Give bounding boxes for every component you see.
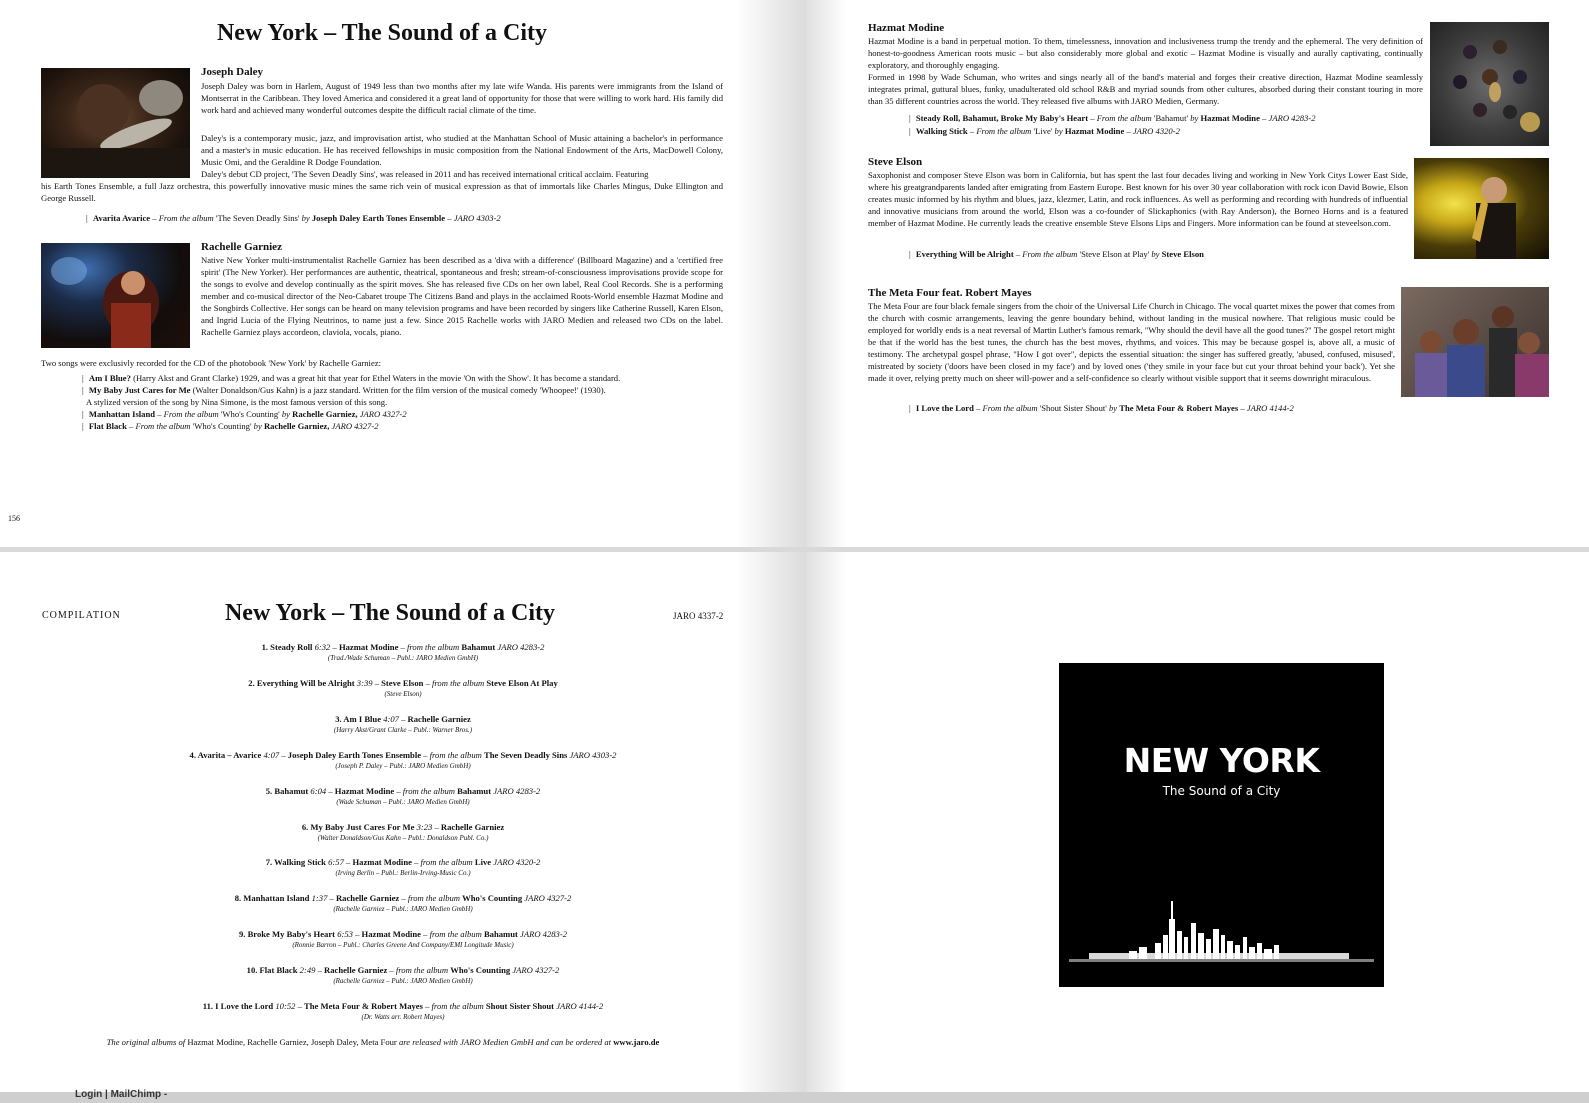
steve-elson-photo: [1414, 158, 1549, 259]
cover-subtitle: The Sound of a City: [1162, 784, 1281, 798]
track-steady-roll: | Steady Roll, Bahamut, Broke My Baby's Heart – From the album 'Bahamut' by Hazmat Modine – JARO 4283-2: [909, 112, 1316, 124]
track-artist: Steve Elson: [381, 678, 424, 688]
track-catalog: JARO 4320-2: [493, 857, 541, 867]
track-from: from the album: [431, 1001, 484, 1011]
track-title: 8. Manhattan Island: [234, 893, 310, 903]
track-album: The Seven Deadly Sins: [483, 750, 568, 760]
track-flat-black: | Flat Black – From the album 'Who's Counting' by Rachelle Garniez, JARO 4327-2: [82, 420, 379, 432]
track-title: 10. Flat Black: [246, 965, 298, 975]
track-duration: 6:04: [310, 786, 327, 796]
cover-page: [806, 552, 1589, 1103]
track-duration: 4:07: [383, 714, 399, 724]
compilation-catalog-code: JARO 4337-2: [673, 611, 724, 621]
track-catalog: JARO 4283-2: [520, 929, 568, 939]
artist-heading-hazmat-modine: Hazmat Modine: [868, 22, 945, 34]
compilation-footer: The original albums of Hazmat Modine, Rachelle Garniez, Joseph Daley, Meta Four are released with JARO Medien GmbH and can be ordered at www.jaro.de: [106, 1037, 660, 1047]
track-title: 2. Everything Will be Alright: [248, 678, 355, 688]
track-album: Steve Elson At Play: [486, 678, 558, 688]
track-credit: (Rachelle Garniez – Publ.: JARO Medien GmbH): [333, 905, 473, 913]
track-title: 9. Broke My Baby's Heart: [238, 929, 336, 939]
compilation-track: 5. Bahamut 6:04 – Hazmat Modine – from the album Bahamut JARO 4283-2 (Wade Schuman – Publ.: JARO Medien GmbH): [0, 785, 806, 808]
track-album: Bahamut: [457, 786, 492, 796]
track-album: Who's Counting: [450, 965, 511, 975]
meta-four-photo: [1401, 287, 1549, 397]
track-duration: 4:07: [263, 750, 280, 760]
track-album: Bahamut: [461, 642, 496, 652]
hazmat-modine-bio-2: Formed in 1998 by Wade Schuman, who writes and sings nearly all of the band's material and forges their creative direction, Hazmat Modine seamlessly integrates primal, guttural blues, funky, unadulterated old school R&B and myriad sounds from other cultures, absorbed during their constant touring in more than 35 different countries across the world. They released five albums with JARO Medien, Germany.: [868, 72, 1423, 106]
rachelle-exclusive-intro: Two songs were exclusivly recorded for the CD of the photobook 'New York' by Rachelle Garniez:: [41, 358, 381, 368]
track-catalog: JARO 4283-2: [497, 642, 545, 652]
track-catalog: JARO 4327-2: [524, 893, 572, 903]
track-avarita: | Avarita Avarice – From the album 'The Seven Deadly Sins' by Joseph Daley Earth Tones Ensemble – JARO 4303-2: [86, 212, 501, 224]
artist-heading-rachelle-garniez: Rachelle Garniez: [201, 241, 282, 253]
joseph-daley-bio-3a: Daley's debut CD project, 'The Seven Deadly Sins', was released in 2011 and has received international critical acclaim. Featuring: [201, 169, 649, 179]
compilation-track: 9. Broke My Baby's Heart 6:53 – Hazmat Modine – from the album Bahamut JARO 4283-2 (Ronnie Barron – Publ.: Charles Greene And Company/EMI Longitude Music): [0, 928, 806, 951]
track-duration: 10:52: [275, 1001, 296, 1011]
track-duration: 3:23: [416, 822, 433, 832]
track-artist: Rachelle Garniez: [335, 893, 400, 903]
track-title: 4. Avarita – Avarice: [189, 750, 262, 760]
page-157: [806, 0, 1589, 547]
track-credit: (Irving Berlin – Publ.: Berlin-Irving-Music Co.): [335, 869, 471, 877]
track-duration: 1:37: [311, 893, 328, 903]
track-credit: (Joseph P. Daley – Publ.: JARO Medien GmbH): [335, 762, 471, 770]
rachelle-garniez-photo: [41, 243, 190, 348]
track-artist: Rachelle Garniez: [324, 965, 388, 975]
rachelle-garniez-bio: Native New Yorker multi-instrumentalist Rachelle Garniez has been described as a 'diva with a difference' (Billboard Magazine) and a 'certified free spirit' (The New Yorker). Her performances are authentic, theatrical, spontaneous and fresh; stream-of-consciousness improvisations provide scope for the songs to evolve and develop continually as the spirit moves. She has released five CDs on her own label, Real Cool Records. She is a performing member and co-musical director of the Neo-Cabaret troupe The Citizens Band and plays in the acclaimed Roots-World ensemble Hazmat Modine and the Songbirds Collective. Her songs can be heard on many television programs and have been recorded by singers like Catherine Russell, Karen Elson, and Ingrid Lucia of the Flying Neutrinos, to name just a few. Since 2015 Rachelle works with JARO Medien and released two CDs on the label. Rachelle Garniez plays accordeon, claviola, vocals, piano.: [201, 255, 723, 337]
track-album: Who's Counting: [462, 893, 523, 903]
track-everything-will-be-alright: | Everything Will be Alright – From the album 'Steve Elson at Play' by Steve Elson: [909, 248, 1204, 260]
track-artist: Hazmat Modine: [352, 857, 412, 867]
artist-heading-meta-four: The Meta Four feat. Robert Mayes: [868, 287, 1032, 299]
track-from: from the album: [432, 678, 485, 688]
track-duration: 6:57: [328, 857, 344, 867]
taskbar-item-mailchimp[interactable]: Login | MailChimp -: [75, 1089, 168, 1100]
compilation-track: 4. Avarita – Avarice 4:07 – Joseph Daley Earth Tones Ensemble – from the album The Seven Deadly Sins JARO 4303-2 (Joseph P. Daley – Publ.: JARO Medien GmbH): [0, 749, 806, 772]
track-artist: Rachelle Garniez: [440, 822, 505, 832]
compilation-track: 6. My Baby Just Cares For Me 3:23 – Rachelle Garniez (Walter Donaldson/Gus Kahn – Publ.: Donaldson Publ. Co.): [0, 821, 806, 844]
page-156: [0, 0, 806, 547]
track-title: 3. Am I Blue: [335, 714, 382, 724]
joseph-daley-photo: [41, 68, 190, 178]
track-from: from the album: [402, 786, 455, 796]
track-from: from the album: [407, 893, 461, 903]
track-duration: 6:53: [337, 929, 353, 939]
track-manhattan-island: | Manhattan Island – From the album 'Who's Counting' by Rachelle Garniez, JARO 4327-2: [82, 408, 407, 420]
hazmat-modine-photo: [1430, 22, 1549, 146]
skyline-graphic: [1059, 893, 1384, 973]
page-title: New York – The Sound of a City: [216, 20, 548, 46]
track-title: 11. I Love the Lord: [202, 1001, 274, 1011]
compilation-track: 3. Am I Blue 4:07 – Rachelle Garniez (Harry Akst/Grant Clarke – Publ.: Warner Bros.): [0, 713, 806, 736]
compilation-track: 1. Steady Roll 6:32 – Hazmat Modine – from the album Bahamut JARO 4283-2 (Trad./Wade Schuman – Publ.: JARO Medien GmbH): [0, 641, 806, 664]
page-number: 156: [8, 514, 20, 523]
joseph-daley-bio-3b: his Earth Tones Ensemble, a full Jazz orchestra, this powerfully innovative music mines the same rich vein of musical expression as that of immortals like Charles Mingus, Duke Ellington and George Russell.: [41, 181, 723, 203]
track-credit: (Walter Donaldson/Gus Kahn – Publ.: Donaldson Publ. Co.): [317, 834, 489, 842]
track-catalog: JARO 4327-2: [512, 965, 560, 975]
compilation-track: 11. I Love the Lord 10:52 – The Meta Four & Robert Mayes – from the album Shout Sister Shout JARO 4144-2 (Dr. Watts arr. Robert Mayes): [0, 1000, 806, 1023]
track-am-i-blue: | Am I Blue? (Harry Akst and Grant Clarke) 1929, and was a great hit that year for Ethel Waters in the movie 'On with the Show'. It has become a standard.: [82, 372, 620, 384]
track-credit: (Steve Elson): [384, 690, 422, 698]
compilation-title: New York – The Sound of a City: [224, 600, 556, 626]
track-duration: 6:32: [314, 642, 331, 652]
album-cover: [1059, 663, 1384, 987]
track-title: 5. Bahamut: [265, 786, 309, 796]
track-credit: (Trad./Wade Schuman – Publ.: JARO Medien GmbH): [327, 654, 479, 662]
track-walking-stick: | Walking Stick – From the album 'Live' by Hazmat Modine – JARO 4320-2: [909, 125, 1180, 137]
track-title: 1. Steady Roll: [261, 642, 313, 652]
track-artist: Rachelle Garniez: [407, 714, 471, 724]
track-album: Shout Sister Shout: [485, 1001, 555, 1011]
track-credit: (Ronnie Barron – Publ.: Charles Greene And Company/EMI Longitude Music): [292, 941, 514, 949]
track-catalog: JARO 4303-2: [569, 750, 617, 760]
compilation-track: 2. Everything Will be Alright 3:39 – Steve Elson – from the album Steve Elson At Play (Steve Elson): [0, 677, 806, 700]
meta-four-bio: The Meta Four are four black female singers from the choir of the Universal Life Church in Chicago. The vocal quartet mixes the power that comes from the church with cosmic arrangements, leaving the genre boundary behind, without landing in the musical nowhere. That religious music could be employed for worldly ends is a neat reversal of Martin Luther's famous remark, "Why should the devil have all the good tunes?" The gospel retort might be that if the world has the best tunes, the church has the best moves, rhythms, and voices. This may be because gospel is, above all, a music of testimony. The archetypal gospel phrase, "How I got over", depicts the essential situation: the singer has suffered greatly, 'abused, confused, misused', mistreated by society ('doors have been closed in my face') and by loved ones ('they smile in your face but cut your throat behind your back'). Yet she made it over, relying pretty much on sheer will-power and a self-confidence so clearly without visible support that it seems downright miraculous.: [868, 301, 1395, 383]
joseph-daley-bio-2: Daley's is a contemporary music, jazz, and improvisation artist, who studied at the Manhattan School of Music attaining a bachelor's in performance and a master's in music education. He has received fellowships in music composition from the National Endowment of the Arts, MacDowell Colony, Music Omi, and the Geraldine R Dodge Foundation.: [201, 133, 723, 167]
compilation-track: 10. Flat Black 2:49 – Rachelle Garniez – from the album Who's Counting JARO 4327-2 (Rachelle Garniez – Publ.: JARO Medien GmbH): [0, 964, 806, 987]
track-credit: (Wade Schuman – Publ.: JARO Medien GmbH): [336, 798, 470, 806]
track-from: from the album: [406, 642, 460, 652]
track-from: from the album: [429, 929, 482, 939]
track-duration: 2:49: [299, 965, 316, 975]
track-artist: Hazmat Modine: [334, 786, 395, 796]
artist-heading-joseph-daley: Joseph Daley: [201, 66, 264, 78]
track-credit: (Dr. Watts arr. Robert Mayes): [361, 1013, 445, 1021]
hazmat-modine-bio-1: Hazmat Modine is a band in perpetual motion. To them, timelessness, innovation and inclusiveness trump the trendy and the ephemeral. The very definition of honest-to-goodness American roots music – but also considerably more global and exotic – Hazmat Modine is visually and aurally captivating, continually exploratory, and thoroughly engaging.: [868, 36, 1423, 70]
track-from: from the album: [395, 965, 449, 975]
track-album: Live: [474, 857, 492, 867]
track-credit: (Rachelle Garniez – Publ.: JARO Medien GmbH): [333, 977, 473, 985]
track-catalog: JARO 4144-2: [556, 1001, 604, 1011]
cover-title: NEW YORK: [1123, 741, 1320, 780]
track-i-love-the-lord: | I Love the Lord – From the album 'Shout Sister Shout' by The Meta Four & Robert Mayes – JARO 4144-2: [909, 402, 1294, 414]
track-artist: Hazmat Modine: [338, 642, 399, 652]
joseph-daley-bio-1: Joseph Daley was born in Harlem, August of 1949 less than two months after my late wife Wanda. His parents were immigrants from the Island of Montserrat in the Caribbean. They loved America and considered it a great land of opportunity for those that were willing to work hard. His family did work hard and achieved many wonderful outcomes despite the difficult racial climate of the time.: [201, 81, 723, 115]
track-title: 7. Walking Stick: [265, 857, 326, 867]
compilation-track: 7. Walking Stick 6:57 – Hazmat Modine – from the album Live JARO 4320-2 (Irving Berlin – Publ.: Berlin-Irving-Music Co.): [0, 856, 806, 879]
track-from: from the album: [429, 750, 482, 760]
track-title: 6. My Baby Just Cares For Me: [301, 822, 415, 832]
track-from: from the album: [420, 857, 473, 867]
steve-elson-bio: Saxophonist and composer Steve Elson was born in California, but has spent the last four decades living and working in New York Citys Lower East Side, where his greatgrandparents landed after emigrating from Eastern Europe. Best known for his over 30 year collaboration with rock icon David Bowie, Elson creates music informed by his rhythm and blues, jazz, klezmer, Latin, and rock influences. As well as performing and recording with hundreds of influential and innovative musicians from around the world, Elson was a co-founder of Slickaphonics (with Ray Anderson), the Borneo Horns and is a featured member of Hazmat Modine. He currently leads the creative ensemble Steve Elsons Lips and Fingers. More information can be found at steveelson.com.: [868, 170, 1408, 228]
jaro-url[interactable]: www.jaro.de: [613, 1037, 660, 1047]
compilation-label: COMPILATION: [42, 610, 121, 621]
track-artist: The Meta Four & Robert Mayes: [304, 1001, 423, 1011]
compilation-track: 8. Manhattan Island 1:37 – Rachelle Garniez – from the album Who's Counting JARO 4327-2 (Rachelle Garniez – Publ.: JARO Medien GmbH): [0, 892, 806, 915]
track-catalog: JARO 4283-2: [493, 786, 541, 796]
track-artist: Hazmat Modine: [361, 929, 421, 939]
track-artist: Joseph Daley Earth Tones Ensemble: [287, 750, 422, 760]
artist-heading-steve-elson: Steve Elson: [868, 156, 923, 168]
track-my-baby: | My Baby Just Cares for Me (Walter Donaldson/Gus Kahn) is a jazz standard. Written for the film version of the musical comedy 'Whoopee!' (1930).: [82, 384, 606, 396]
track-credit: (Harry Akst/Grant Clarke – Publ.: Warner Bros.): [333, 726, 473, 734]
track-my-baby-note: A stylized version of the song by Nina Simone, is the most famous version of this song.: [86, 397, 388, 407]
taskbar: [0, 1089, 1589, 1103]
compilation-page: [0, 552, 806, 1103]
track-duration: 3:39: [356, 678, 373, 688]
track-album: Bahamut: [483, 929, 518, 939]
